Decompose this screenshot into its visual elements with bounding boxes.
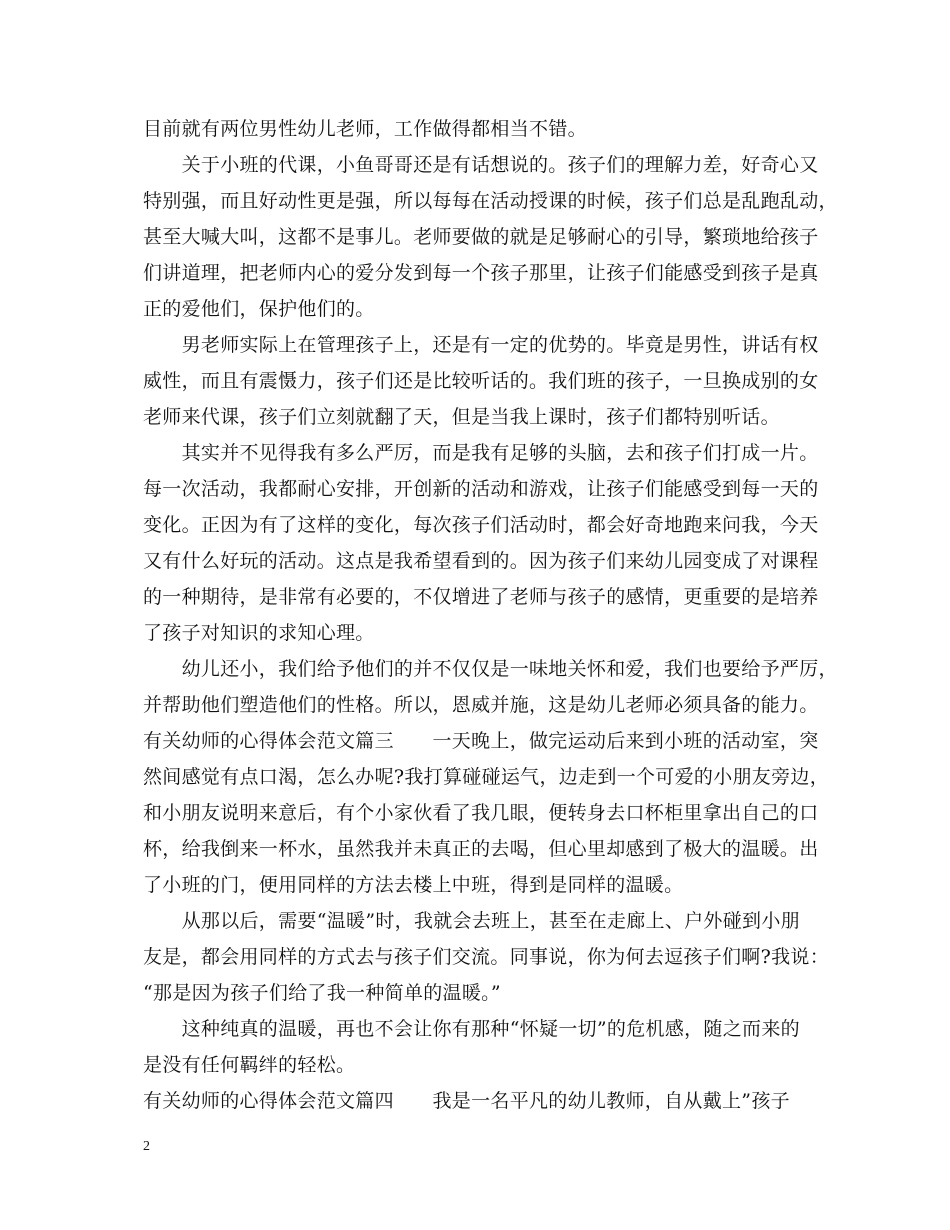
text-line: 从那以后，需要“温暖”时，我就会去班上，甚至在走廊上、户外碰到小朋 [143, 910, 800, 932]
text-line: 变化。正因为有了这样的变化，每次孩子们活动时，都会好奇地跑来问我，今天 [143, 514, 819, 536]
text-line: 友是，都会用同样的方式去与孩子们交流。同事说，你为何去逗孩子们啊?我说： [143, 946, 829, 968]
text-line: 又有什么好玩的活动。这点是我希望看到的。因为孩子们来幼儿园变成了对课程 [143, 550, 819, 572]
text-line: 杯，给我倒来一杯水，虽然我并未真正的去喝，但心里却感到了极大的温暖。出 [143, 838, 819, 860]
text-line: 是没有任何羁绊的轻松。 [143, 1054, 356, 1076]
page-number: 2 [143, 1139, 150, 1154]
text-line: 们讲道理，把老师内心的爱分发到每一个孩子那里，让孩子们能感受到孩子是真 [143, 262, 819, 284]
text-line: 特别强，而且好动性更是强，所以每每在活动授课的时候，孩子们总是乱跑乱动， [143, 190, 838, 212]
text-line: 正的爱他们，保护他们的。 [143, 298, 375, 320]
text-line: 并帮助他们塑造他们的性格。所以，恩威并施，这是幼儿老师必须具备的能力。 [143, 694, 819, 716]
text-line: 的一种期待，是非常有必要的，不仅增进了老师与孩子的感情，更重要的是培养 [143, 586, 819, 608]
text-line: 然间感觉有点口渴，怎么办呢?我打算碰碰运气，边走到一个可爱的小朋友旁边， [143, 766, 829, 788]
text-line: 威性，而且有震慑力，孩子们还是比较听话的。我们班的孩子，一旦换成别的女 [143, 370, 819, 392]
text-line: 甚至大喊大叫，这都不是事儿。老师要做的就是足够耐心的引导，繁琐地给孩子 [143, 226, 819, 248]
text-line: 了孩子对知识的求知心理。 [143, 622, 375, 644]
text-line: “那是因为孩子们给了我一种简单的温暖。” [143, 982, 501, 1004]
text-line: 男老师实际上在管理孩子上，还是有一定的优势的。毕竟是男性，讲话有权 [143, 334, 819, 356]
text-line: 这种纯真的温暖，再也不会让你有那种“怀疑一切”的危机感，随之而来的 [143, 1018, 800, 1040]
text-line: 老师来代课，孩子们立刻就翻了天，但是当我上课时，孩子们都特别听话。 [143, 406, 780, 428]
text-line: 其实并不见得我有多么严厉，而是我有足够的头脑，去和孩子们打成一片。 [143, 442, 819, 464]
section-heading-line: 有关幼师的心得体会范文篇四 我是一名平凡的幼儿教师，自从戴上”孩子 [143, 1090, 790, 1112]
text-line: 每一次活动，我都耐心安排，开创新的活动和游戏，让孩子们能感受到每一天的 [143, 478, 819, 500]
text-line: 和小朋友说明来意后，有个小家伙看了我几眼，便转身去口杯柜里拿出自己的口 [143, 802, 819, 824]
text-line: 了小班的门，便用同样的方法去楼上中班，得到是同样的温暖。 [143, 874, 684, 896]
section-heading-line: 有关幼师的心得体会范文篇三 一天晚上，做完运动后来到小班的活动室，突 [143, 730, 819, 752]
text-line: 幼儿还小，我们给予他们的并不仅仅是一味地关怀和爱，我们也要给予严厉， [143, 658, 838, 680]
text-line: 目前就有两位男性幼儿老师，工作做得都相当不错。 [143, 118, 587, 140]
text-line: 关于小班的代课，小鱼哥哥还是有话想说的。孩子们的理解力差，好奇心又 [143, 154, 819, 176]
